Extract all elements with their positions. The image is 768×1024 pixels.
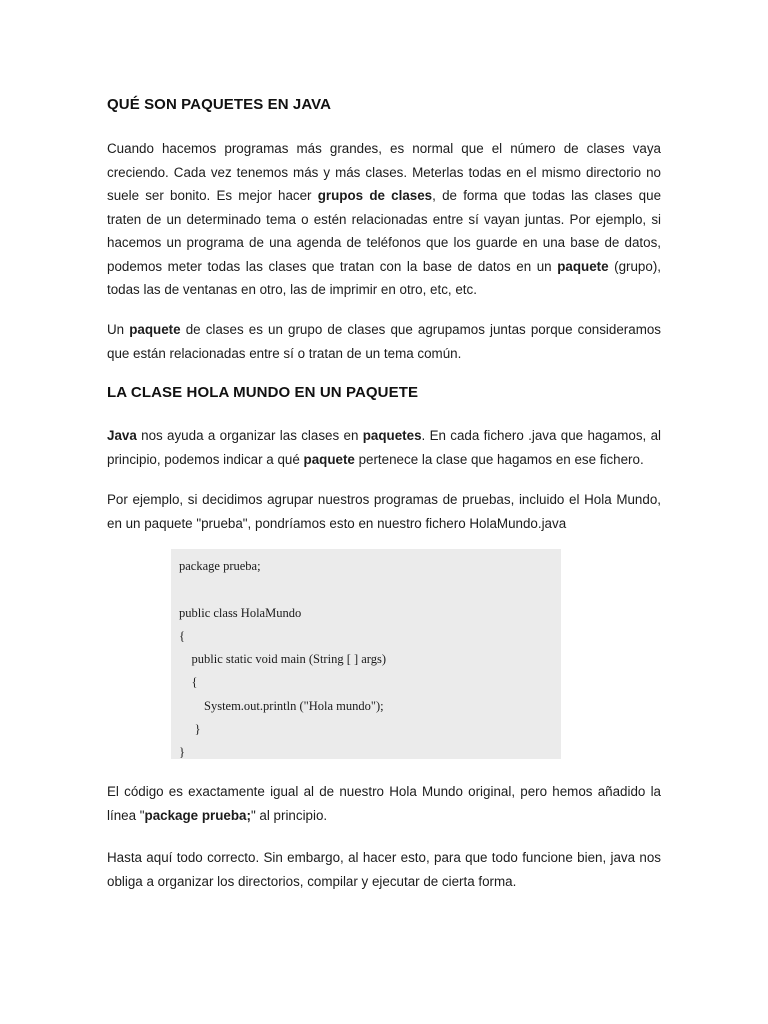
text-span: de clases es un grupo de clases que agrupamos juntas porque consideramos que están relacionadas entre sí o tratan de un tema común.	[107, 322, 662, 361]
code-line: package prueba;	[179, 559, 261, 573]
section-heading-paquetes: QUÉ SON PAQUETES EN JAVA	[107, 96, 332, 113]
section-heading-hola-mundo: LA CLASE HOLA MUNDO EN UN PAQUETE	[107, 384, 419, 401]
paragraph-definition	[107, 318, 661, 365]
code-line: public class HolaMundo	[179, 605, 302, 620]
code-line: {	[179, 675, 198, 690]
text-span: pertenece la clase que hagamos en ese fichero.	[354, 451, 644, 467]
text-span: Cuando hacemos programas más grandes, es normal que el número de clases vaya creciendo. Cada vez tenemos más y más clases. Meterlas todas en el mismo directorio no suele ser bonito. Es mejor hacer	[107, 141, 661, 203]
text-span: El código es exactamente igual al de nuestro Hola Mundo original, pero hemos añadido la línea "	[107, 784, 661, 823]
paragraph-example: Por ejemplo, si decidimos agrupar nuestros programas de pruebas, incluido el Hola Mundo, en un paquete "prueba", pondríamos esto en nuestro fichero HolaMundo.java	[107, 492, 661, 531]
code-line: System.out.println ("Hola mundo");	[179, 698, 384, 713]
bold-term-package-prueba: package prueba;	[144, 807, 251, 823]
code-line: {	[179, 628, 185, 643]
text-span: (grupo), todas las de ventanas en otro, las de imprimir en otro, etc, etc.	[107, 258, 662, 297]
bold-term-paquete: paquete	[557, 258, 609, 274]
text-span: , de forma que todas las clases que traten de un determinado tema o estén relacionadas entre sí vayan juntas. Por ejemplo, si hacemos un programa de una agenda de teléfonos que los guarde en una base de datos, podemos meter todas las clases que tratan con la base de datos en un	[107, 188, 662, 274]
paragraph-intro	[107, 137, 661, 302]
code-line: }	[179, 745, 185, 760]
paragraph-java-packages	[107, 424, 661, 471]
code-line: public static void main (String [ ] args)	[179, 652, 387, 667]
bold-term-grupos-de-clases: grupos de clases	[317, 188, 433, 203]
text-span: nos ayuda a organizar las clases en	[136, 428, 363, 443]
bold-term-paquetes: paquetes	[362, 428, 422, 443]
code-block	[171, 549, 561, 759]
bold-term-java: Java	[107, 428, 137, 443]
code-line: }	[179, 722, 201, 737]
text-span: " al principio.	[250, 807, 328, 823]
paragraph-conclusion: Hasta aquí todo correcto. Sin embargo, al hacer esto, para que todo funcione bien, java nos obliga a organizar los directorios, compilar y ejecutar de cierta forma.	[107, 850, 661, 889]
bold-term-paquete: paquete	[129, 322, 181, 337]
code-line	[179, 578, 553, 601]
paragraph-code-explanation	[107, 780, 661, 827]
text-span: Un	[107, 322, 130, 337]
bold-term-paquete: paquete	[303, 451, 355, 467]
text-span: . En cada fichero .java que hagamos, al principio, podemos indicar a qué	[107, 428, 662, 467]
